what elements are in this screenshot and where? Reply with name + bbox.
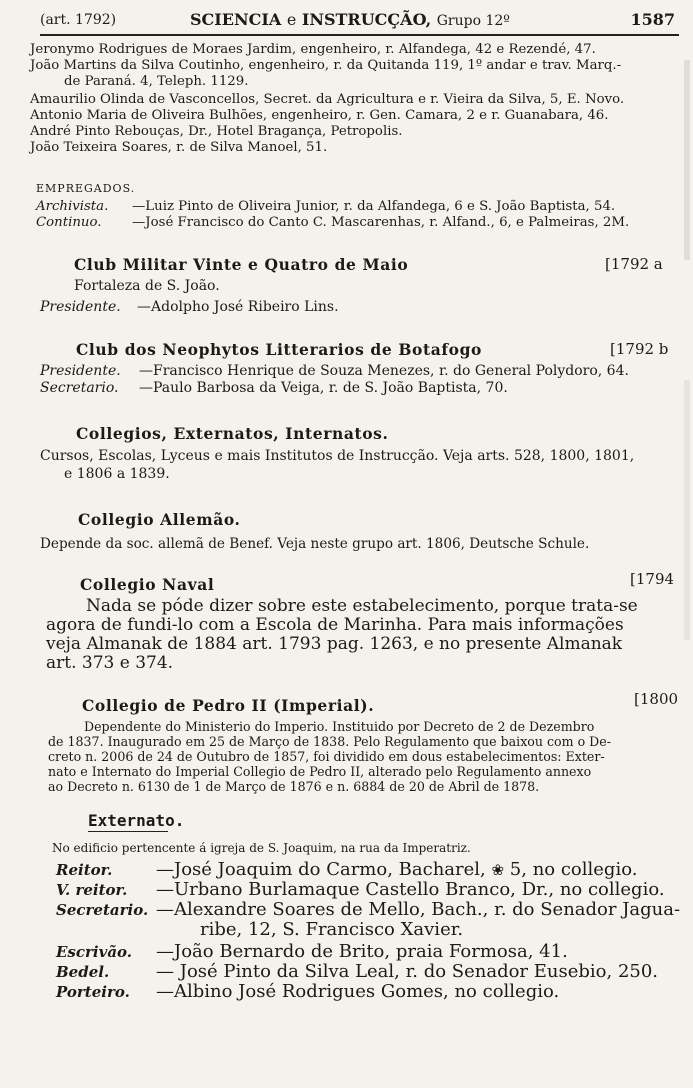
staff-row [56,880,665,900]
row-text: —Adolpho José Ribeiro Lins. [137,299,339,315]
row-label: Porteiro. [56,983,130,1001]
staff-row [56,962,658,982]
row-text: — José Pinto da Silva Leal, r. do Senador Eusebio, 250. [156,961,659,982]
scan-edge-shadow [684,380,690,640]
section-heading-empregados: EMPREGADOS. [36,182,136,195]
row-label: Bedel. [56,963,110,981]
section-ref: [1792 b [610,340,669,358]
staff-row [56,942,568,962]
section-ref: [1794 [630,570,675,588]
row-text: —Paulo Barbosa da Veiga, r. de S. João Baptista, 70. [139,380,508,396]
staff-row [56,982,559,1002]
row-text: —João Bernardo de Brito, praia Formosa, 41. [156,941,568,962]
list-item: Jeronymo Rodrigues de Moraes Jardim, engenheiro, r. Alfandega, 42 e Rezendé, 47. [30,42,596,57]
paragraph-line: e 1806 a 1839. [64,466,170,482]
row-text: —Francisco Henrique de Souza Menezes, r. do General Polydoro, 64. [139,363,629,379]
row-text: —Albino José Rodrigues Gomes, no collegio. [156,981,560,1002]
row-label: Secretario. [56,901,149,919]
section-ref: [1800 [634,690,679,708]
row-label: Secretario. [40,380,119,396]
row-label: Archivista. [36,199,109,214]
section-title-collegio-naval: Collegio Naval [80,575,215,594]
list-item: André Pinto Rebouças, Dr., Hotel Bragança, Petropolis. [30,124,403,139]
row-label: V. reitor. [56,881,128,899]
section-ref: [1792 a [605,255,663,273]
heading-underline [88,831,168,832]
staff-row [56,900,680,920]
row-label: Presidente. [40,299,121,315]
section-title-collegio-pedro-ii: Collegio de Pedro II (Imperial). [82,696,375,715]
paragraph-line: ao Decreto n. 6130 de 1 de Março de 1876 e n. 6884 de 20 de Abril de 1878. [48,779,540,794]
row-label: Continuo. [36,215,102,230]
header-title: SCIENCIA e INSTRUCÇÃO, Grupo 12º [190,10,510,29]
paragraph-line: Depende da soc. allemã de Benef. Veja neste grupo art. 1806, Deutsche Schule. [40,536,590,552]
row-label: Reitor. [56,861,113,879]
row-text: —José Joaquim do Carmo, Bacharel, [156,859,486,880]
row-label: Presidente. [40,363,121,379]
row-text-tail: 5, no collegio. [509,859,638,880]
section-heading-externato: Externato. [88,811,185,830]
running-header [40,8,679,36]
paragraph-line: creto n. 2006 de 24 de Outubro de 1857, foi dividido em dous estabelecimentos: Exter- [48,749,605,764]
list-item: João Teixeira Soares, r. de Silva Manoel, 51. [30,140,328,155]
paragraph-line: Nada se póde dizer sobre este estabelecimento, porque trata-se [86,596,638,616]
externato-note: No edificio pertencente á igreja de S. Joaquim, na rua da Imperatriz. [52,841,471,855]
paragraph-line: veja Almanak de 1884 art. 1793 pag. 1263, e no presente Almanak [46,634,623,654]
club-location: Fortaleza de S. João. [74,278,220,294]
list-item: João Martins da Silva Coutinho, engenheiro, r. da Quitanda 119, 1º andar e trav. Marq.- [30,58,622,73]
paragraph-line: art. 373 e 374. [46,653,174,673]
list-item: Antonio Maria de Oliveira Bulhões, engenheiro, r. Gen. Camara, 2 e r. Guanabara, 46. [30,108,609,123]
staff-row [40,300,339,315]
row-label: Escrivão. [56,943,133,961]
paragraph-line: de 1837. Inaugurado em 25 de Março de 1838. Pelo Regulamento que baixou com o De- [48,734,611,749]
row-text: —Luiz Pinto de Oliveira Junior, r. da Alfandega, 6 e S. João Baptista, 54. [132,199,616,214]
list-item: de Paraná. 4, Teleph. 1129. [64,74,249,89]
paragraph-line: Dependente do Ministerio do Imperio. Instituido por Decreto de 2 de Dezembro [84,719,595,734]
paragraph-line: agora de fundi-lo com a Escola de Marinha. Para mais informações [46,615,624,635]
section-title-club-neophytos: Club dos Neophytos Litterarios de Botafogo [76,340,482,359]
staff-row [40,364,629,379]
header-article-ref: (art. 1792) [40,12,117,28]
staff-row [36,215,629,230]
staff-row [40,381,508,396]
section-title-club-militar: Club Militar Vinte e Quatro de Maio [74,255,409,274]
staff-row-continuation: ribe, 12, S. Francisco Xavier. [200,919,464,940]
section-title-collegio-allemao: Collegio Allemão. [78,510,241,529]
row-text: —Urbano Burlamaque Castello Branco, Dr., no collegio. [156,879,665,900]
staff-row [36,199,615,214]
page-number: 1587 [630,10,675,29]
row-text: —Alexandre Soares de Mello, Bach., r. do Senador Jagua- [156,899,681,920]
section-title-collegios: Collegios, Externatos, Internatos. [76,424,389,443]
staff-row [56,860,637,880]
list-item: Amaurilio Olinda de Vasconcellos, Secret. da Agricultura e r. Vieira da Silva, 5, E. Novo. [30,92,625,107]
order-medal-icon: ❀ [491,861,505,879]
paragraph-line: Cursos, Escolas, Lyceus e mais Institutos de Instrucção. Veja arts. 528, 1800, 1801, [40,448,635,464]
paragraph-line: nato e Internato do Imperial Collegio de Pedro II, alterado pelo Regulamento annexo [48,764,592,779]
row-text: —José Francisco do Canto C. Mascarenhas, r. Alfand., 6, e Palmeiras, 2M. [132,215,630,230]
scan-edge-shadow [684,60,690,260]
